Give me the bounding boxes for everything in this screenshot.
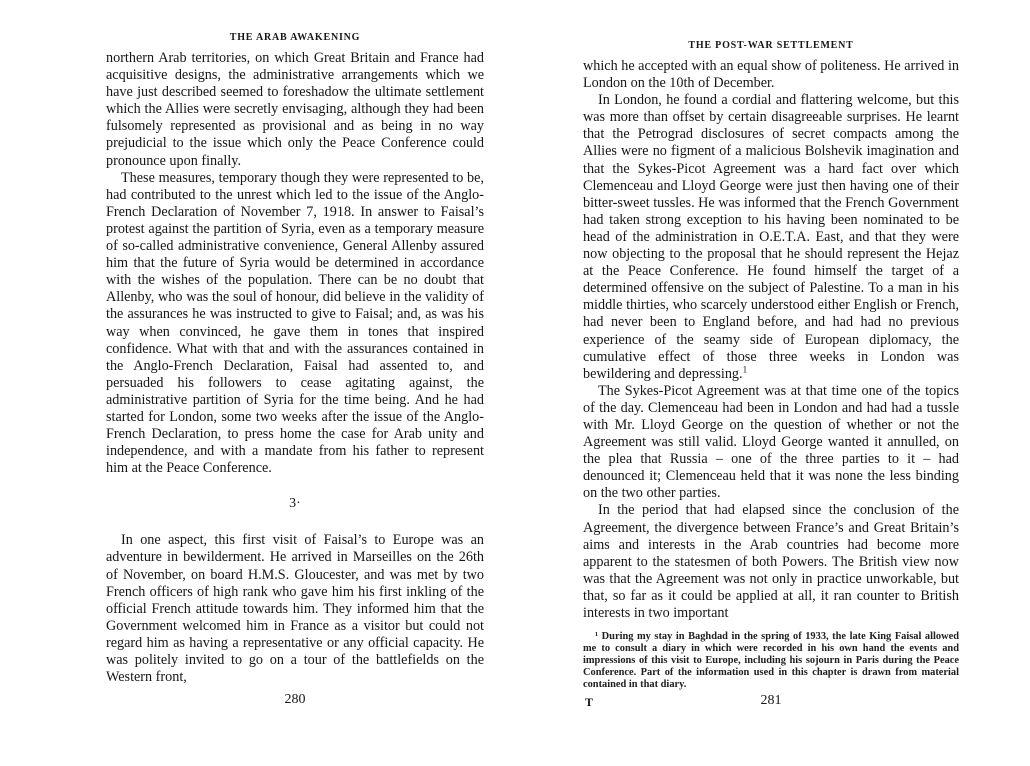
paragraph: The Sykes-Picot Agreement was at that time one of the topics of the day. Clemenceau had been in London and had had a tussle with Mr. Lloyd George on the question of whether or not the Agreement was still valid. Lloyd George wanted it annulled, on the plea that Russia – one of the three parties to it – had denounced it; Clemenceau held that it was none the less binding on the two other parties. [583,382,959,502]
footnote-marker: 1 [742,363,748,374]
page-body [583,58,959,622]
paragraph: These measures, temporary though they were represented to be, had contributed to the unrest which led to the issue of the Anglo-French Declaration of November 7, 1918. In answer to Faisal’s protest against the partition of Syria, even as a temporary measure of so-called administrative convenience, General Allenby assured him that the future of Syria would be determined in accordance with the wishes of the population. There can be no doubt that Allenby, who was the soul of honour, did believe in the validity of the assurances he was instructed to give to Faisal; and, as was his way when convinced, he gave them in tones that inspired confidence. What with that and with the assurances contained in the Anglo-French Declaration, Faisal had assented to, and persuaded his followers to cease agitating against, the administrative partition of Syria for the time being. And he had started for London, some two weeks after the issue of the Anglo-French Declaration, to press home the case for Arab unity and independence, and with a mandate from his father to represent him at the Peace Conference. [106,169,484,477]
paragraph: which he accepted with an equal show of politeness. He arrived in London on the 10th of December. [583,58,959,92]
footnote: ¹ During my stay in Baghdad in the spring of 1933, the late King Faisal allowed me to consult a diary in which were recorded in his own hand the events and impressions of this visit to Europe, including his sojourn in Paris during the Peace Conference. Part of the information used in this chapter is drawn from material contained in that diary. [583,631,959,690]
running-head: THE ARAB AWAKENING [229,32,361,43]
paragraph-text: In London, he found a cordial and flattering welcome, but this was more than offset by certain disagreeable surprises. He learnt that the Petrograd disclosures of secret compacts among the Allies were no figment of a malicious Bolshevik imagination and that the Sykes-Picot Agreement was a hard fact over which Clemenceau and Lloyd George were just then having one of their bitter-sweet tussles. He was informed that the French Government had taken strong exception to his having been nominated to be head of the administration in O.E.T.A. East, and that they were now objecting to the proposal that he should represent the Hejaz at the Peace Conference. He found himself the target of a determined offensive on the subject of Palestine. To a man in his middle thirties, who scarcely understood either English or French, had never been to England before, and had had no previous experience of the seamy side of European diplomacy, the cumulative effect of those three weeks in London was bewildering and depressing. [583,92,959,382]
page-number: 281 [760,692,782,708]
signature-mark: T [585,694,594,709]
paragraph: In the period that had elapsed since the conclusion of the Agreement, the divergence between France’s and Great Britain’s aims and interests in the Arab countries had become more apparent to the statesmen of both Powers. The British view now was that the Agreement was not only in practice unworkable, but that, so far as it could be applied at all, it ran counter to British interests in two important [583,502,959,621]
section-number: 3· [289,496,301,512]
page-body [106,50,484,686]
paragraph: northern Arab territories, on which Great Britain and France had acquisitive designs, the administrative arrangements which we have just described seemed to foreshadow the ultimate settlement which the Allies were secretly envisaging, although they had been fulsomely represented as provisional and as being in no way prejudicial to the issue which only the Peace Conference could pronounce upon finally. [106,50,484,169]
paragraph: In one aspect, this first visit of Faisal’s to Europe was an adventure in bewilderment. He arrived in Marseilles on the 26th of November, on board H.M.S. Gloucester, and was met by two French officers of high rank who gave him his first inkling of the official French attitude towards him. They informed him that the Government welcomed him in France as a visitor but could not regard him as having a representative or any official capacity. He was politely invited to go on a tour of the battlefields on the Western front, [106,532,484,686]
right-page [583,0,959,713]
running-head: THE POST-WAR SETTLEMENT [688,40,854,51]
page-footer [583,693,959,713]
paragraph [583,92,959,383]
page-number: 280 [284,692,306,708]
left-page [106,0,484,708]
